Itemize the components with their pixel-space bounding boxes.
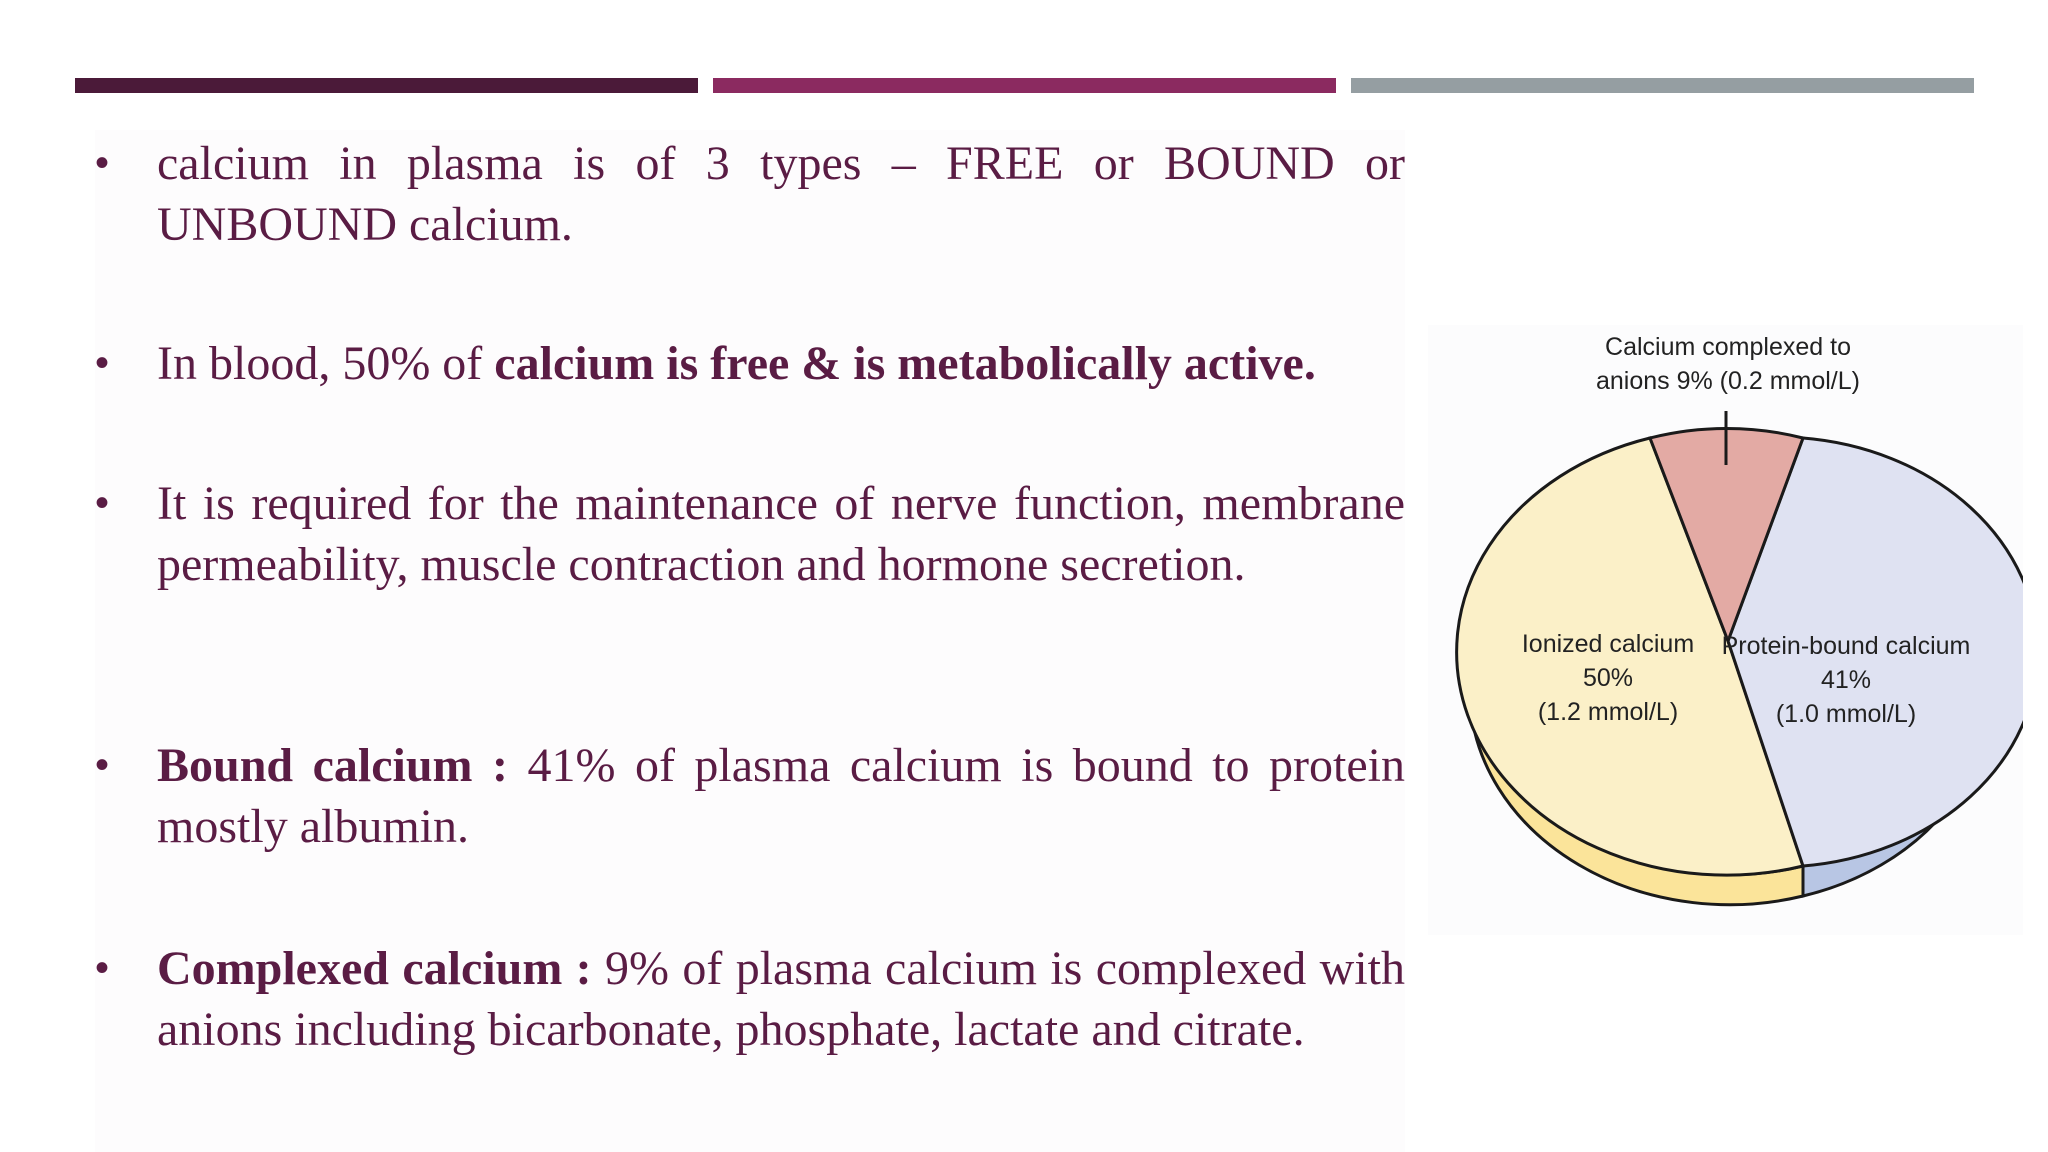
header-bar-dark bbox=[75, 78, 698, 93]
bullet-item bbox=[95, 133, 1405, 255]
bullet-dot-icon: • bbox=[95, 946, 110, 990]
bullet-item bbox=[95, 938, 1405, 1060]
bullet-item bbox=[95, 333, 1405, 394]
ionized-label-name: Ionized calcium bbox=[1521, 630, 1695, 658]
bullet-item bbox=[95, 735, 1405, 857]
ionized-label-percent: 50% bbox=[1582, 664, 1634, 692]
protein-label-mmol: (1.0 mmol/L) bbox=[1775, 700, 1917, 728]
protein-label-name: Protein-bound calcium bbox=[1721, 632, 1971, 660]
bullet-text-bold: Complexed calcium : bbox=[157, 942, 606, 995]
bullet-dot-icon: • bbox=[95, 341, 110, 385]
header-bar-gray bbox=[1351, 78, 1974, 93]
content-area bbox=[95, 130, 1405, 1152]
bullet-text: In blood, 50% of bbox=[157, 337, 495, 390]
bullet-item bbox=[95, 473, 1405, 595]
bullet-text: calcium in plasma is of 3 types – FREE or BOUND or UNBOUND calcium. bbox=[157, 137, 1405, 251]
bullet-dot-icon: • bbox=[95, 481, 110, 525]
bullet-dot-icon: • bbox=[95, 141, 110, 185]
bullet-text: 41% of plasma calcium is bound to protein mostly albumin. bbox=[157, 739, 1405, 853]
bullet-dot-icon: • bbox=[95, 743, 110, 787]
calcium-pie-figure bbox=[1428, 325, 2023, 935]
protein-label-percent: 41% bbox=[1820, 666, 1872, 694]
bullet-text-bold: calcium is free & is metabolically active. bbox=[494, 337, 1316, 390]
bullet-text-bold: Bound calcium : bbox=[157, 739, 528, 792]
bullet-text: 9% of plasma calcium is complexed with anions including bicarbonate, phosphate, lactate and citrate. bbox=[157, 942, 1405, 1056]
ionized-label-mmol: (1.2 mmol/L) bbox=[1537, 698, 1679, 726]
complexed-label-line2: anions 9% (0.2 mmol/L) bbox=[1595, 367, 1861, 395]
header-bar-magenta bbox=[713, 78, 1336, 93]
complexed-label-line1: Calcium complexed to bbox=[1605, 333, 1851, 361]
pie-chart-svg bbox=[1428, 325, 2023, 935]
bullet-text: It is required for the maintenance of nerve function, membrane permeability, muscle contraction and hormone secretion. bbox=[157, 477, 1405, 591]
